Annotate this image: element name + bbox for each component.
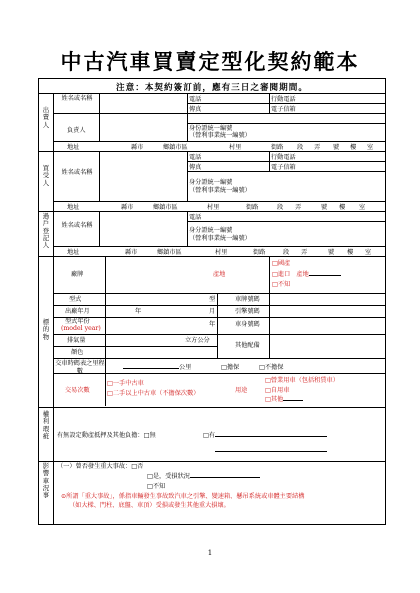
- model-year-label: 型式年份: [65, 318, 90, 325]
- plate-label: 車牌號碼: [235, 296, 260, 303]
- registrant-phone-label: 電話: [189, 214, 202, 221]
- registrant-addr-part: 樓: [347, 249, 354, 256]
- page-number: 1: [207, 549, 213, 557]
- buyer-email-label: 電子信箱: [271, 164, 296, 171]
- use-option[interactable]: □其他: [265, 396, 303, 404]
- accident-unknown-option[interactable]: □不知: [147, 483, 166, 490]
- seller-email-label: 電子信箱: [271, 106, 296, 113]
- notice-text: 注意：本契約簽訂前，應有三日之審閱期間。: [116, 83, 308, 93]
- model-year-en-label: (model year): [61, 325, 101, 332]
- seller-phone-label: 電話: [189, 96, 202, 103]
- buyer-section-label: 買受人: [42, 164, 50, 187]
- seller-owner-label: 負責人: [67, 127, 86, 134]
- displacement-label: 排氣量: [67, 337, 86, 344]
- seller-addr-part: 鄉鎮市區: [163, 144, 188, 151]
- buyer-addr-part: 街路: [246, 204, 259, 211]
- seller-id-label: 身份證統一編號: [189, 125, 233, 132]
- model-label: 型式: [69, 296, 82, 303]
- rights-section-label: 權利瑕疵: [42, 410, 50, 441]
- registrant-addr-part: 弄: [301, 249, 308, 256]
- use-option[interactable]: □自用車: [265, 387, 290, 394]
- seller-addr-part: 弄: [314, 144, 321, 151]
- buyer-address-label: 地址: [67, 204, 80, 211]
- seller-addr-part: 號: [333, 144, 340, 151]
- registrant-id-label: 身分證統一編號: [189, 227, 233, 234]
- accident-definition-note: ⊙所謂「重大事故」，係指車輛發生事故致汽車之引擎、變速箱、懸吊系統或車體主要結構: [61, 493, 305, 500]
- rights-yes-option[interactable]: □有: [203, 432, 327, 440]
- odometer-value-field[interactable]: 公里: [123, 364, 191, 372]
- page-title: 中古汽車買賣定型化契約範本: [60, 49, 360, 74]
- engine-label: 引擎號碼: [235, 308, 260, 315]
- buyer-addr-part: 號: [321, 204, 328, 211]
- buyer-addr-part: 樓: [339, 204, 346, 211]
- origin-label: 產地: [213, 271, 226, 278]
- seller-id-note: （營利事業統一編號）: [189, 132, 251, 139]
- model-year-unit: 年: [209, 321, 216, 328]
- seller-addr-part: 段: [297, 144, 304, 151]
- seller-addr-part: 村里: [229, 144, 242, 151]
- origin-option[interactable]: □不知: [272, 281, 291, 288]
- brand-label: 廠牌: [71, 271, 84, 278]
- buyer-id-note: （營利事業統一編號）: [189, 187, 251, 194]
- seller-name-label: 姓名或名稱: [61, 95, 93, 102]
- origin-option[interactable]: □進口 產地: [272, 271, 341, 279]
- registrant-addr-part: 街路: [253, 249, 266, 256]
- registrant-section-label: 過戶登記人: [42, 212, 50, 250]
- buyer-addr-part: 弄: [295, 204, 302, 211]
- odometer-label: 交車時碼表之里程數: [55, 360, 105, 375]
- origin-option[interactable]: □國產: [272, 260, 291, 267]
- year-unit: 年: [135, 308, 142, 315]
- seller-addr-part: 樓: [350, 144, 357, 151]
- registrant-addr-part: 室: [365, 249, 372, 256]
- seller-addr-part: 室: [367, 144, 374, 151]
- seller-address-label: 地址: [67, 144, 80, 151]
- buyer-addr-part: 段: [277, 204, 284, 211]
- seller-addr-part: 縣市: [131, 144, 144, 151]
- registrant-address-label: 地址: [67, 249, 80, 256]
- trade-option[interactable]: □一手中古車: [107, 380, 144, 387]
- registrant-addr-part: 縣市: [125, 249, 138, 256]
- trade-count-label: 交易次數: [65, 387, 90, 394]
- seller-addr-part: 街路: [271, 144, 284, 151]
- model-unit: 型: [209, 296, 216, 303]
- buyer-fax-label: 傳真: [189, 164, 202, 171]
- registrant-addr-part: 號: [328, 249, 335, 256]
- use-option[interactable]: □營業用車（包括租賃車）: [265, 377, 339, 384]
- buyer-addr-part: 鄉鎮市區: [153, 204, 178, 211]
- buyer-addr-part: 縣市: [121, 204, 134, 211]
- impact-section-label: 影響車況事: [42, 462, 50, 500]
- registrant-id-note: （營利事業統一編號）: [189, 235, 251, 242]
- accident-definition-note-2: （如大樑、門柱、底盤、車頂）受損或發生其他重大損壞。: [69, 502, 230, 509]
- registrant-addr-part: 村里: [215, 249, 228, 256]
- registrant-addr-part: 段: [283, 249, 290, 256]
- color-label: 顏色: [71, 349, 84, 356]
- equipment-label: 其他配備: [235, 342, 260, 349]
- seller-mobile-label: 行動電話: [271, 96, 296, 103]
- body-number-label: 車身號碼: [235, 321, 260, 328]
- no-guarantee-checkbox[interactable]: □不擔保: [259, 364, 284, 371]
- mfg-date-label: 出廠年月: [65, 308, 90, 315]
- seller-section-label: 出賣人: [42, 106, 50, 129]
- buyer-name-label: 姓名或名稱: [61, 169, 93, 176]
- buyer-phone-label: 電話: [189, 154, 202, 161]
- seller-fax-label: 傳真: [189, 106, 202, 113]
- buyer-mobile-label: 行動電話: [271, 154, 296, 161]
- guarantee-checkbox[interactable]: □擔保: [221, 364, 240, 371]
- buyer-id-label: 身分證統一編號: [189, 179, 233, 186]
- buyer-addr-part: 村里: [207, 204, 220, 211]
- accident-yes-option[interactable]: □是，受損狀況: [147, 473, 260, 481]
- displacement-unit: 立方公分: [185, 337, 210, 344]
- use-label: 用途: [235, 387, 248, 394]
- trade-option[interactable]: □二手以上中古車（不擔保次數）: [107, 390, 200, 397]
- registrant-name-label: 姓名或名稱: [61, 222, 93, 229]
- vehicle-section-label: 標的物: [42, 318, 50, 341]
- rights-question[interactable]: 有無設定動產抵押及其他負擔：□無: [57, 432, 156, 439]
- buyer-addr-part: 室: [359, 204, 366, 211]
- contract-form: [38, 78, 386, 525]
- accident-question[interactable]: （一）曾否發生重大事故：□否: [57, 463, 144, 470]
- month-unit: 月: [209, 308, 216, 315]
- registrant-addr-part: 鄉鎮市區: [157, 249, 182, 256]
